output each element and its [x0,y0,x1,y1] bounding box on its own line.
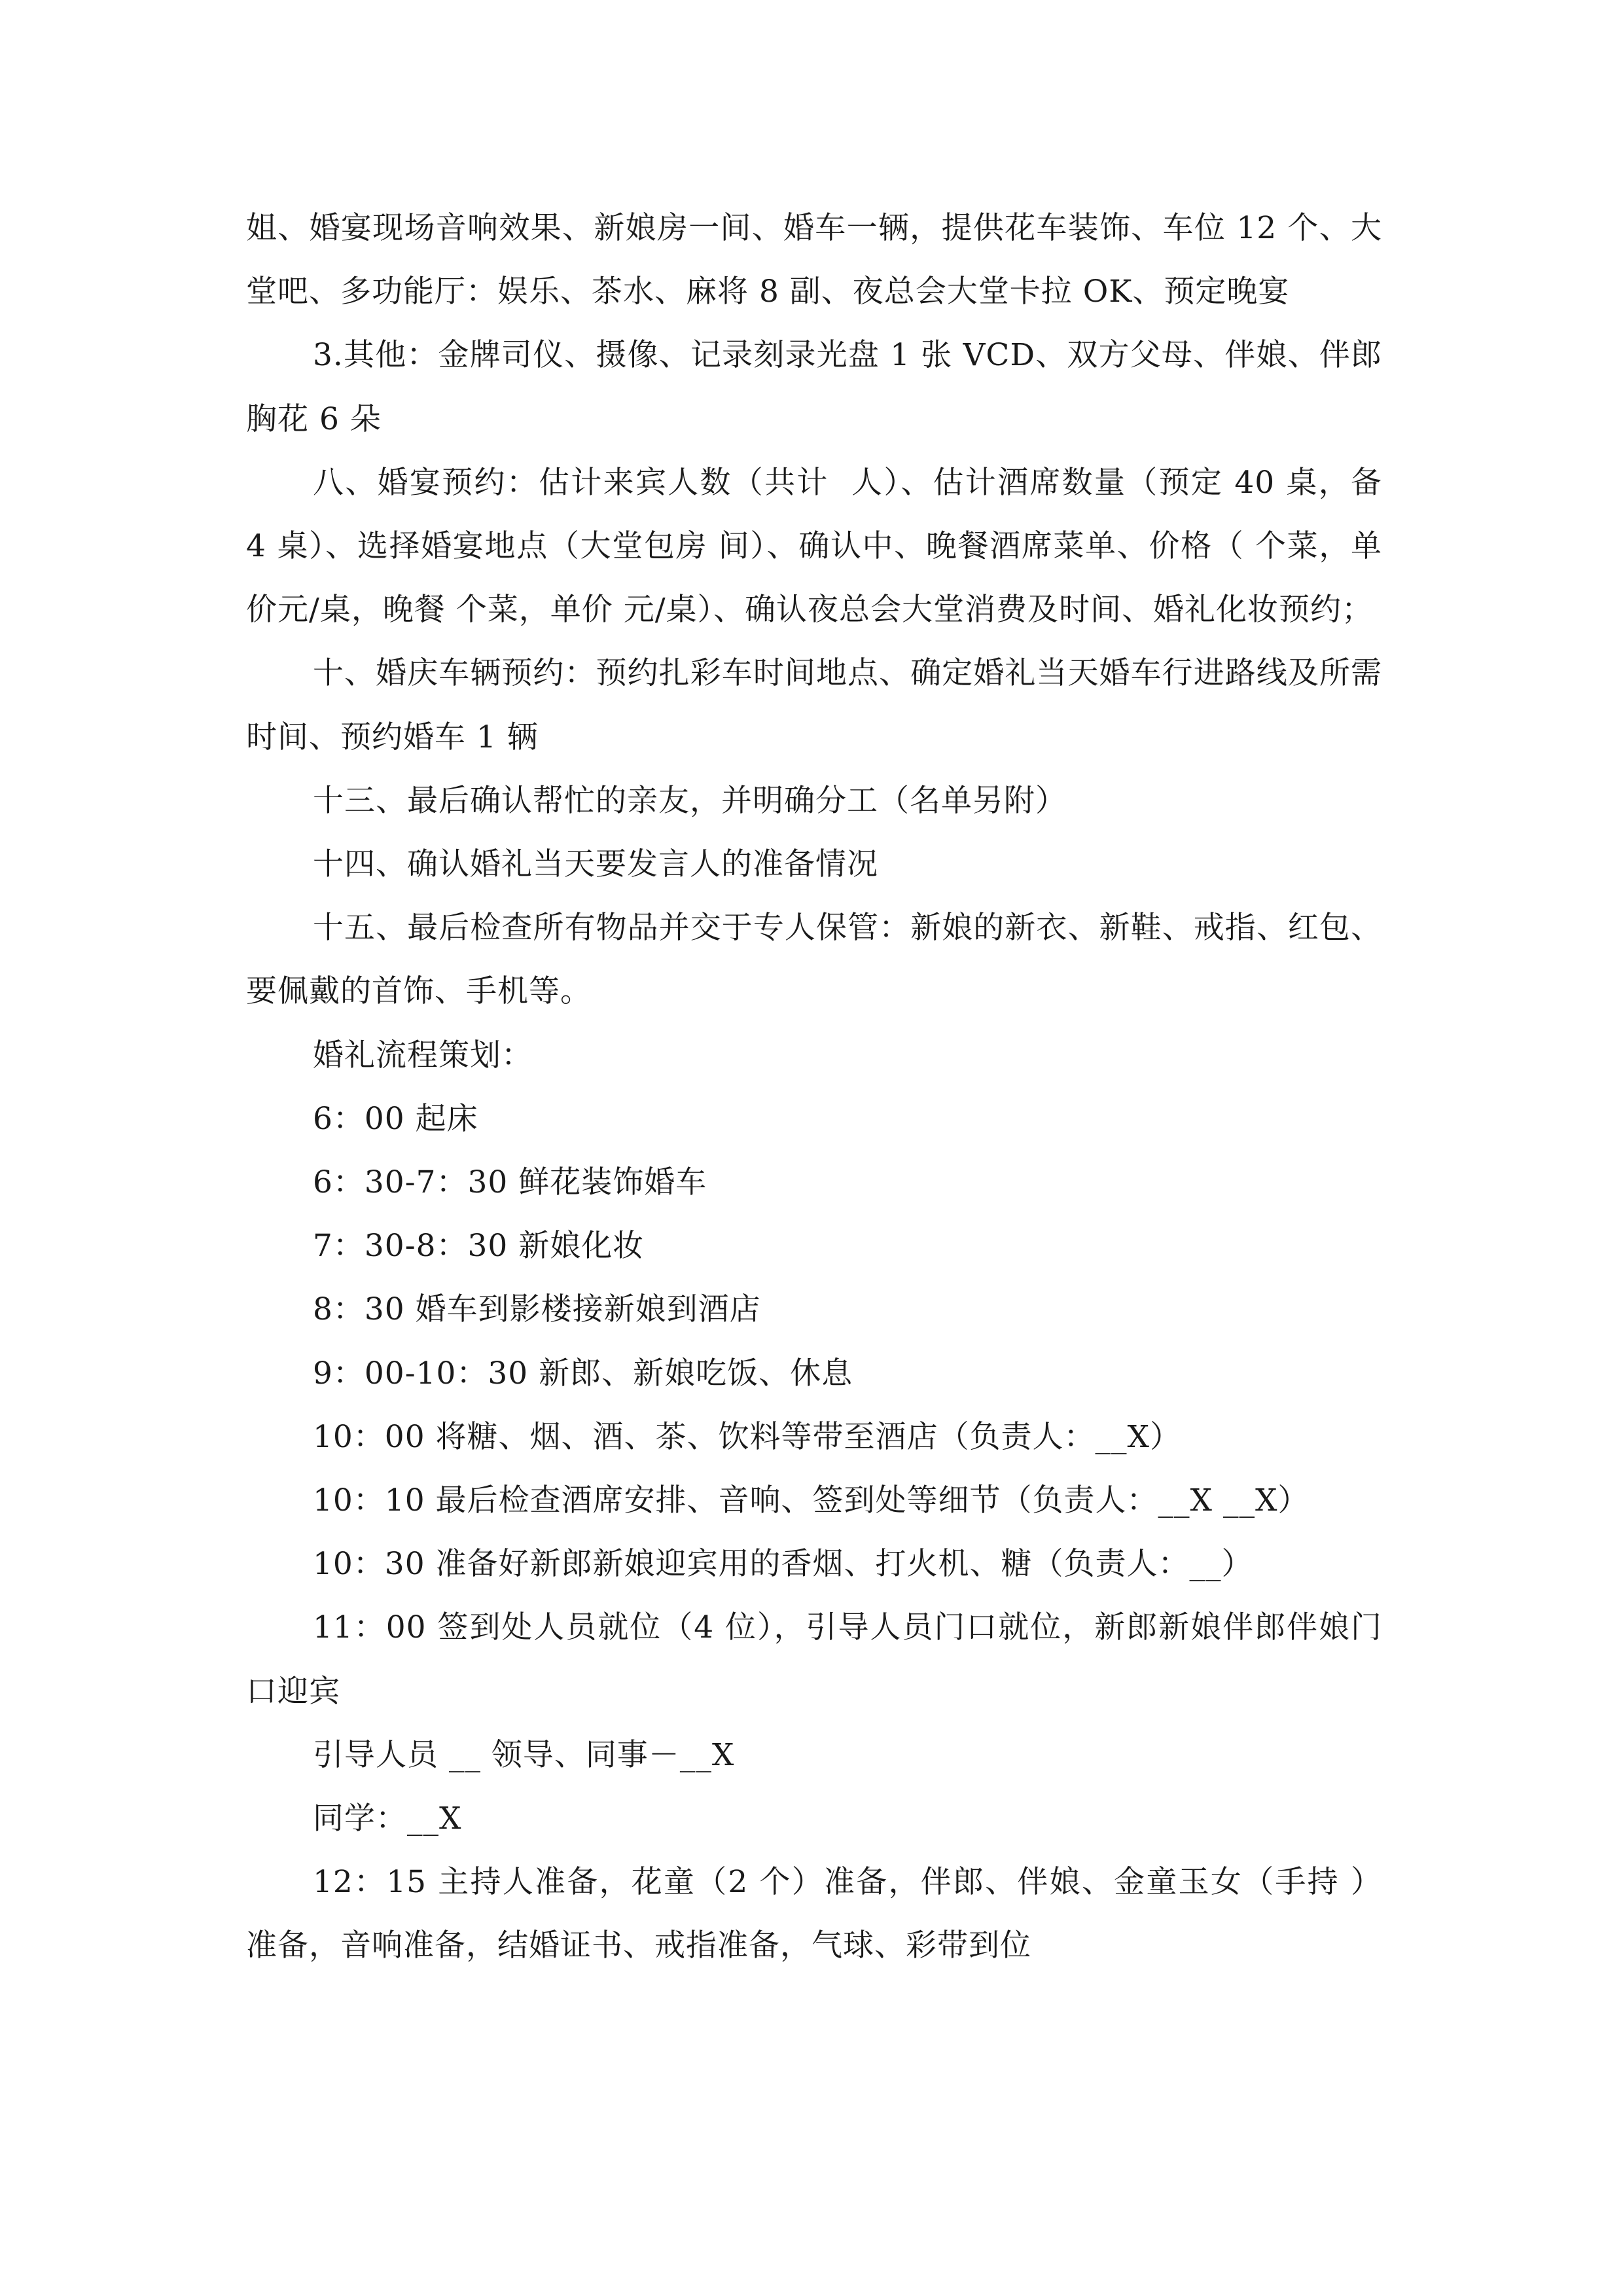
schedule-item: 引导人员 __ 领导、同事－__X [313,1736,735,1773]
paragraph: 3.其他：金牌司仪、摄像、记录刻录光盘 1 张 VCD、双方父母、伴娘、伴郎胸花 6 朵 [246,337,1382,437]
paragraph: 八、婚宴预约：估计来宾人数（共计 人）、估计酒席数量（预定 40 桌，备 4 桌）、选择婚宴地点（大堂包房 间）、确认中、晚餐酒席菜单、价格（ 个菜，单价元/桌，晚餐 个菜，单价 元/桌）、确认夜总会大堂消费及时间、婚礼化妆预约； [246,464,1393,628]
paragraph: 姐、婚宴现场音响效果、新娘房一间、婚车一辆，提供花车装饰、车位 12 个、大堂吧、多功能厅：娱乐、茶水、麻将 8 副、夜总会大堂卡拉 OK、预定晚宴 [246,210,1382,310]
paragraph: 十四、确认婚礼当天要发言人的准备情况 [313,846,878,883]
section-heading: 婚礼流程策划： [313,1037,533,1073]
schedule-item: 10：00 将糖、烟、酒、茶、饮料等带至酒店（负责人：__X） [313,1418,1182,1455]
paragraph: 十三、最后确认帮忙的亲友，并明确分工（名单另附） [313,782,1067,819]
schedule-item: 同学：__X [313,1801,462,1837]
schedule-item: 6：30-7：30 鲜花装饰婚车 [313,1164,707,1201]
schedule-item: 10：10 最后检查酒席安排、音响、签到处等细节（负责人：__X __X） [313,1482,1310,1519]
schedule-item: 11：00 签到处人员就位（4 位），引导人员门口就位，新郎新娘伴郎伴娘门口迎宾 [246,1609,1382,1710]
schedule-item: 10：30 准备好新郎新娘迎宾用的香烟、打火机、糖（负责人：__） [313,1546,1253,1583]
paragraph: 十、婚庆车辆预约：预约扎彩车时间地点、确定婚礼当天婚车行进路线及所需时间、预约婚车 1 辆 [246,655,1382,755]
schedule-item: 9：00-10：30 新郎、新娘吃饭、休息 [313,1355,853,1391]
paragraph: 十五、最后检查所有物品并交于专人保管：新娘的新衣、新鞋、戒指、红包、要佩戴的首饰、手机等。 [246,910,1382,1010]
schedule-item: 12：15 主持人准备，花童（2 个）准备，伴郎、伴娘、金童玉女（手持 ）准备，音响准备，结婚证书、戒指准备，气球、彩带到位 [246,1864,1382,1964]
schedule-item: 8：30 婚车到影楼接新娘到酒店 [313,1291,761,1328]
schedule-item: 6：00 起床 [313,1100,478,1137]
schedule-item: 7：30-8：30 新娘化妆 [313,1228,645,1265]
document-body [246,196,1393,1978]
